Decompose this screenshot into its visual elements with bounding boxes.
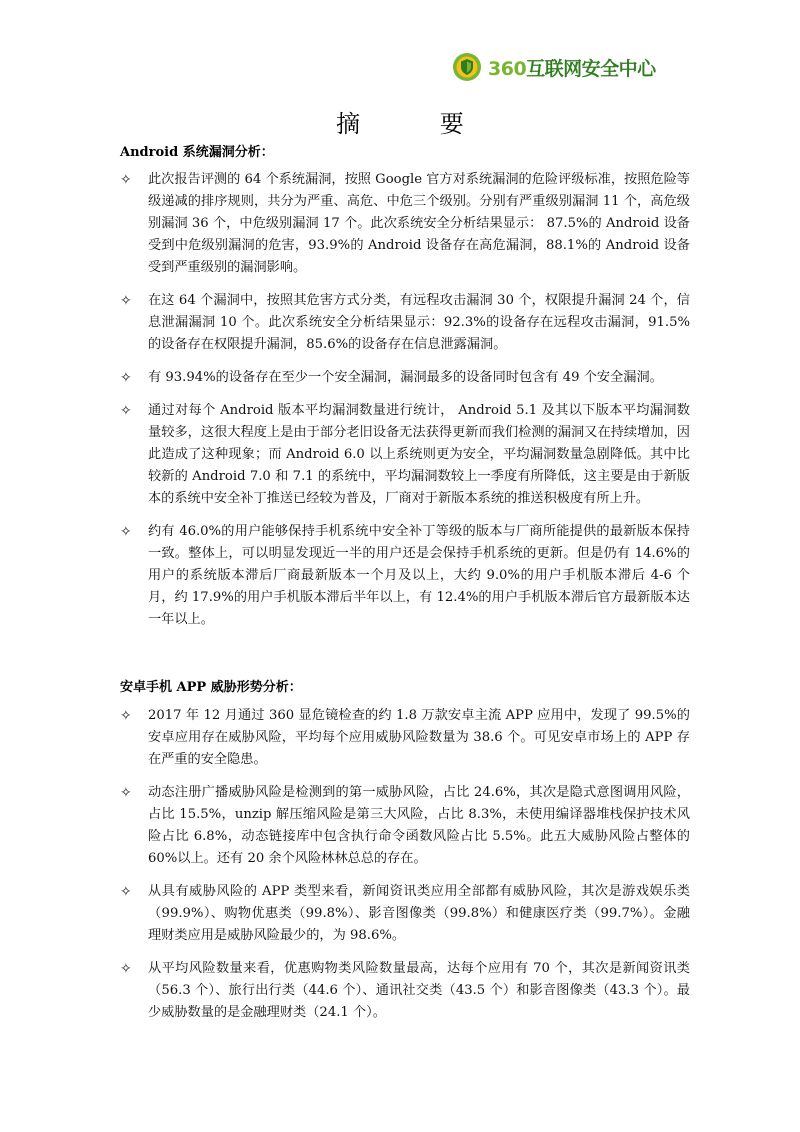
section-heading-android: Android 系统漏洞分析： (120, 145, 274, 160)
app-threat-findings-list (120, 705, 690, 1035)
diamond-bullet-icon: ✧ (120, 884, 132, 900)
list-item-text: 2017 年 12 月通过 360 显危镜检查的约 1.8 万款安卓主流 APP 应用中，发现了 99.5%的安卓应用存在威胁风险，平均每个应用威胁风险数量为 38.6 个。可见安卓市场上的 APP 存在严重的安全隐患。 (148, 708, 690, 767)
shield-emblem-icon (452, 52, 482, 82)
diamond-bullet-icon: ✧ (120, 403, 132, 419)
list-item (120, 958, 690, 1024)
list-item-text: 此次报告评测的 64 个系统漏洞，按照 Google 官方对系统漏洞的危险评级标准，按照危险等级递减的排序规则，共分为严重、高危、中危三个级别。分别有严重级别漏洞 11 个，高危级别漏洞 36 个，中危级别漏洞 17 个。此次系统安全分析结果显示： 87.5%的 Android 设备受到中危级别漏洞的危害，93.9%的 Android 设备存在高危漏洞，88.1%的 Android 设备受到严重级别的漏洞影响。 (148, 172, 690, 275)
section-heading-app-threats: 安卓手机 APP 威胁形势分析： (120, 680, 302, 695)
list-item (120, 521, 690, 631)
android-findings-list (120, 169, 690, 642)
list-item-text: 从具有威胁风险的 APP 类型来看，新闻资讯类应用全部都有威胁风险，其次是游戏娱乐类（99.9%）、购物优惠类（99.8%）、影音图像类（99.8%）和健康医疗类（99.7%）。金融理财类应用是威胁风险最少的，为 98.6%。 (148, 884, 690, 943)
list-item-text: 通过对每个 Android 版本平均漏洞数量进行统计， Android 5.1 及其以下版本平均漏洞数量较多，这很大程度上是由于部分老旧设备无法获得更新而我们检测的漏洞又在持续增加，因此造成了这种现象；而 Android 6.0 以上系统则更为安全，平均漏洞数量急剧降低。其中比较新的 Android 7.0 和 7.1 的系统中，平均漏洞数较上一季度有所降低，这主要是由于新版本的系统中安全补丁推送已经较为普及，厂商对于新版本系统的推送积极度有所上升。 (148, 403, 690, 506)
header-logo (452, 52, 656, 82)
diamond-bullet-icon: ✧ (120, 961, 132, 977)
list-item (120, 169, 690, 279)
diamond-bullet-icon: ✧ (120, 785, 132, 801)
list-item (120, 400, 690, 510)
list-item (120, 290, 690, 356)
list-item-text: 从平均风险数量来看，优惠购物类风险数量最高，达每个应用有 70 个，其次是新闻资讯类（56.3 个）、旅行出行类（44.6 个）、通讯社交类（43.5 个）和影音图像类（43.3 个）。最少威胁数量的是金融理财类（24.1 个）。 (148, 961, 690, 1020)
list-item-text: 在这 64 个漏洞中，按照其危害方式分类，有远程攻击漏洞 30 个，权限提升漏洞 24 个，信息泄漏漏洞 10 个。此次系统安全分析结果显示：92.3%的设备存在远程攻击漏洞，91.5%的设备存在权限提升漏洞，85.6%的设备存在信息泄露漏洞。 (148, 293, 690, 352)
list-item (120, 367, 690, 389)
logo-number: 360 (488, 57, 527, 80)
diamond-bullet-icon: ✧ (120, 293, 132, 309)
list-item (120, 782, 690, 870)
list-item (120, 705, 690, 771)
diamond-bullet-icon: ✧ (120, 370, 132, 386)
page-title: 摘 要 (336, 110, 500, 138)
diamond-bullet-icon: ✧ (120, 524, 132, 540)
logo-name: 互联网安全中心 (526, 57, 656, 80)
logo-wordmark (488, 54, 656, 81)
list-item-text: 有 93.94%的设备存在至少一个安全漏洞，漏洞最多的设备同时包含有 49 个安全漏洞。 (148, 370, 663, 385)
diamond-bullet-icon: ✧ (120, 708, 132, 724)
list-item-text: 约有 46.0%的用户能够保持手机系统中安全补丁等级的版本与厂商所能提供的最新版本保持一致。整体上，可以明显发现近一半的用户还是会保持手机系统的更新。但是仍有 14.6%的用户的系统版本滞后厂商最新版本一个月及以上，大约 9.0%的用户手机版本滞后 4-6 个月，约 17.9%的用户手机版本滞后半年以上，有 12.4%的用户手机版本滞后官方最新版本达一年以上。 (148, 524, 690, 627)
list-item (120, 881, 690, 947)
list-item-text: 动态注册广播威胁风险是检测到的第一威胁风险，占比 24.6%，其次是隐式意图调用风险，占比 15.5%，unzip 解压缩风险是第三大风险，占比 8.3%，未使用编译器堆栈保护技术风险占比 6.8%，动态链接库中包含执行命令函数风险占比 5.5%。此五大威胁风险占整体的 60%以上。还有 20 余个风险林林总总的存在。 (148, 785, 690, 866)
diamond-bullet-icon: ✧ (120, 172, 132, 188)
